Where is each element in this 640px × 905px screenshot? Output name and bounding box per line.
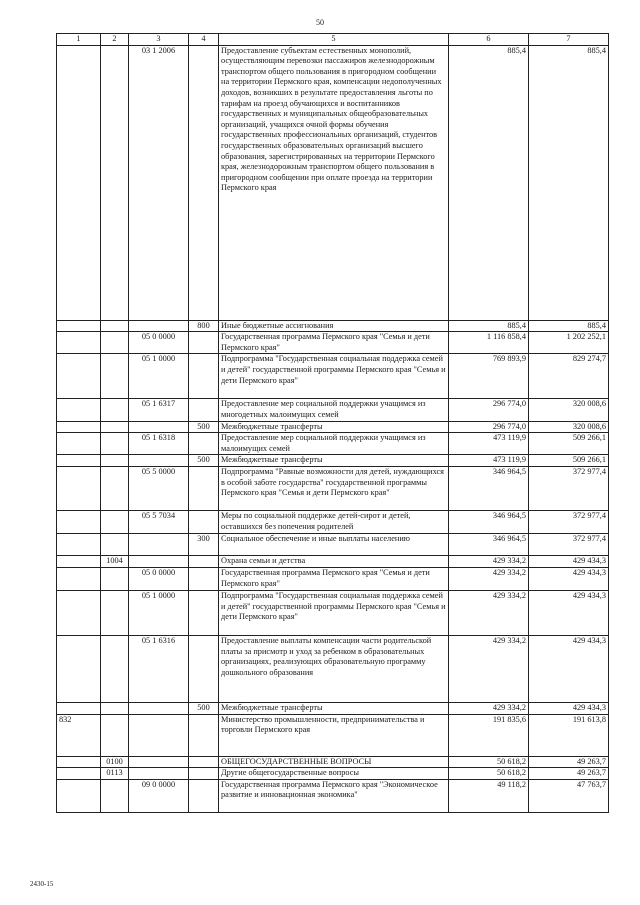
amount-year-1: 769 893,9 (449, 354, 529, 399)
target-article-code (129, 756, 189, 768)
amount-year-1: 1 116 858,4 (449, 332, 529, 354)
amount-year-1: 346 964,5 (449, 533, 529, 555)
target-article-code (129, 320, 189, 332)
table-row (57, 590, 609, 635)
amount-year-2: 1 202 252,1 (529, 332, 609, 354)
table-row (57, 320, 609, 332)
section-code (101, 354, 129, 399)
ministry-code (57, 421, 101, 433)
amount-year-1: 296 774,0 (449, 421, 529, 433)
amount-year-2: 429 434,3 (529, 567, 609, 590)
amount-year-2: 372 977,4 (529, 466, 609, 510)
table-row (57, 555, 609, 567)
amount-year-2: 429 434,3 (529, 702, 609, 714)
expense-type-code (189, 590, 219, 635)
page-number: 50 (316, 18, 324, 27)
target-article-code: 05 1 6317 (129, 399, 189, 421)
column-header-3: 3 (129, 34, 189, 46)
section-code: 0113 (101, 768, 129, 780)
target-article-code: 03 1 2006 (129, 45, 189, 320)
target-article-code: 05 5 0000 (129, 466, 189, 510)
section-code (101, 590, 129, 635)
table-row (57, 354, 609, 399)
item-description: Предоставление субъектам естественных монополий, осуществляющим перевозки пассажиров железнодорожным транспортом общего пользования в пригородном сообщении на территории Пермского края, компенсации недополученных доходов, возникших в результате предоставления льготы по тарифам на проезд обучающихся и воспитанников государственных и муниципальных общеобразовательных организаций, учащихся очной формы обучения государственных профессиональных организаций, студентов государственных образовательных организаций высшего образования, зарегистрированных на территории Пермского края, железнодорожным транспортом общего пользования в пригородном сообщении при оплате проезда на территории Пермского края (219, 45, 449, 320)
item-description: Подпрограмма "Государственная социальная поддержка семей и детей" государственной программы Пермского края "Семья и дети Пермского края" (219, 354, 449, 399)
column-header-7: 7 (529, 34, 609, 46)
amount-year-2: 429 434,3 (529, 635, 609, 702)
item-description: Министерство промышленности, предпринимательства и торговли Пермского края (219, 714, 449, 756)
section-code (101, 320, 129, 332)
expense-type-code: 500 (189, 702, 219, 714)
ministry-code (57, 533, 101, 555)
amount-year-2: 372 977,4 (529, 533, 609, 555)
amount-year-2: 509 266,1 (529, 455, 609, 467)
section-code (101, 779, 129, 812)
ministry-code: 832 (57, 714, 101, 756)
amount-year-2: 191 613,8 (529, 714, 609, 756)
target-article-code (129, 555, 189, 567)
document-code: 2430-15 (30, 880, 54, 888)
amount-year-2: 372 977,4 (529, 510, 609, 533)
amount-year-2: 47 763,7 (529, 779, 609, 812)
expense-type-code (189, 399, 219, 421)
amount-year-2: 320 008,6 (529, 399, 609, 421)
item-description: Межбюджетные трансферты (219, 702, 449, 714)
expense-type-code (189, 510, 219, 533)
item-description: Предоставление мер социальной поддержки учащимся из многодетных малоимущих семей (219, 399, 449, 421)
table-row (57, 533, 609, 555)
table-row (57, 510, 609, 533)
section-code: 0100 (101, 756, 129, 768)
item-description: Подпрограмма "Государственная социальная поддержка семей и детей" государственной программы Пермского края "Семья и дети Пермского края" (219, 590, 449, 635)
expense-type-code (189, 756, 219, 768)
amount-year-2: 829 274,7 (529, 354, 609, 399)
section-code (101, 466, 129, 510)
amount-year-1: 49 118,2 (449, 779, 529, 812)
amount-year-1: 429 334,2 (449, 702, 529, 714)
ministry-code (57, 756, 101, 768)
section-code (101, 714, 129, 756)
amount-year-1: 885,4 (449, 45, 529, 320)
amount-year-2: 49 263,7 (529, 768, 609, 780)
item-description: Межбюджетные трансферты (219, 455, 449, 467)
ministry-code (57, 590, 101, 635)
table-row (57, 702, 609, 714)
ministry-code (57, 320, 101, 332)
column-header-6: 6 (449, 34, 529, 46)
amount-year-2: 49 263,7 (529, 756, 609, 768)
table-row (57, 399, 609, 421)
item-description: Другие общегосударственные вопросы (219, 768, 449, 780)
ministry-code (57, 702, 101, 714)
column-header-2: 2 (101, 34, 129, 46)
ministry-code (57, 45, 101, 320)
expense-type-code (189, 635, 219, 702)
section-code (101, 433, 129, 455)
expense-type-code (189, 354, 219, 399)
table-row (57, 756, 609, 768)
amount-year-1: 429 334,2 (449, 590, 529, 635)
item-description: Иные бюджетные ассигнования (219, 320, 449, 332)
ministry-code (57, 332, 101, 354)
item-description: Меры по социальной поддержке детей-сирот и детей, оставшихся без попечения родителей (219, 510, 449, 533)
column-header-4: 4 (189, 34, 219, 46)
item-description: ОБЩЕГОСУДАРСТВЕННЫЕ ВОПРОСЫ (219, 756, 449, 768)
target-article-code: 05 0 0000 (129, 332, 189, 354)
section-code (101, 635, 129, 702)
amount-year-2: 509 266,1 (529, 433, 609, 455)
amount-year-1: 429 334,2 (449, 567, 529, 590)
amount-year-2: 429 434,3 (529, 590, 609, 635)
target-article-code: 05 5 7034 (129, 510, 189, 533)
item-description: Предоставление мер социальной поддержки учащимся из малоимущих семей (219, 433, 449, 455)
target-article-code: 05 1 0000 (129, 590, 189, 635)
amount-year-1: 191 835,6 (449, 714, 529, 756)
target-article-code (129, 768, 189, 780)
expense-type-code (189, 332, 219, 354)
expense-type-code (189, 433, 219, 455)
amount-year-1: 296 774,0 (449, 399, 529, 421)
table-row (57, 421, 609, 433)
target-article-code (129, 533, 189, 555)
amount-year-1: 50 618,2 (449, 756, 529, 768)
item-description: Предоставление выплаты компенсации части родительской платы за присмотр и уход за ребенком в образовательных организациях, реализующих образовательную программу дошкольного образования (219, 635, 449, 702)
amount-year-2: 885,4 (529, 320, 609, 332)
column-header-1: 1 (57, 34, 101, 46)
item-description: Межбюджетные трансферты (219, 421, 449, 433)
expense-type-code: 500 (189, 421, 219, 433)
ministry-code (57, 433, 101, 455)
table-row (57, 433, 609, 455)
target-article-code (129, 455, 189, 467)
ministry-code (57, 567, 101, 590)
amount-year-1: 429 334,2 (449, 555, 529, 567)
section-code: 1004 (101, 555, 129, 567)
target-article-code: 05 1 6316 (129, 635, 189, 702)
table-row (57, 466, 609, 510)
item-description: Государственная программа Пермского края "Семья и дети Пермского края" (219, 567, 449, 590)
amount-year-1: 346 964,5 (449, 510, 529, 533)
section-code (101, 702, 129, 714)
section-code (101, 45, 129, 320)
expense-type-code (189, 779, 219, 812)
table-row (57, 714, 609, 756)
column-header-row (57, 34, 609, 46)
section-code (101, 510, 129, 533)
amount-year-1: 473 119,9 (449, 455, 529, 467)
expense-type-code (189, 555, 219, 567)
section-code (101, 399, 129, 421)
table-row (57, 567, 609, 590)
ministry-code (57, 635, 101, 702)
item-description: Государственная программа Пермского края "Семья и дети Пермского края" (219, 332, 449, 354)
table-row (57, 455, 609, 467)
amount-year-2: 320 008,6 (529, 421, 609, 433)
target-article-code: 05 1 6318 (129, 433, 189, 455)
expense-type-code: 300 (189, 533, 219, 555)
target-article-code (129, 714, 189, 756)
section-code (101, 533, 129, 555)
amount-year-1: 50 618,2 (449, 768, 529, 780)
item-description: Подпрограмма "Равные возможности для детей, нуждающихся в особой заботе государства" государственной программы Пермского края "Семья и дети Пермского края" (219, 466, 449, 510)
target-article-code: 05 1 0000 (129, 354, 189, 399)
table-row (57, 768, 609, 780)
expense-type-code: 800 (189, 320, 219, 332)
column-header-5: 5 (219, 34, 449, 46)
expense-type-code (189, 768, 219, 780)
ministry-code (57, 455, 101, 467)
table-row (57, 635, 609, 702)
table-row (57, 779, 609, 812)
amount-year-2: 429 434,3 (529, 555, 609, 567)
expense-type-code (189, 45, 219, 320)
ministry-code (57, 399, 101, 421)
item-description: Охрана семьи и детства (219, 555, 449, 567)
target-article-code (129, 421, 189, 433)
table-row (57, 332, 609, 354)
amount-year-1: 346 964,5 (449, 466, 529, 510)
amount-year-1: 885,4 (449, 320, 529, 332)
ministry-code (57, 510, 101, 533)
ministry-code (57, 555, 101, 567)
item-description: Государственная программа Пермского края "Экономическое развитие и инновационная экономика" (219, 779, 449, 812)
section-code (101, 567, 129, 590)
ministry-code (57, 466, 101, 510)
target-article-code: 09 0 0000 (129, 779, 189, 812)
ministry-code (57, 768, 101, 780)
amount-year-1: 473 119,9 (449, 433, 529, 455)
ministry-code (57, 779, 101, 812)
target-article-code (129, 702, 189, 714)
amount-year-2: 885,4 (529, 45, 609, 320)
section-code (101, 421, 129, 433)
section-code (101, 455, 129, 467)
section-code (101, 332, 129, 354)
table-row (57, 45, 609, 320)
expense-type-code: 500 (189, 455, 219, 467)
budget-table (56, 33, 609, 813)
expense-type-code (189, 567, 219, 590)
expense-type-code (189, 714, 219, 756)
item-description: Социальное обеспечение и иные выплаты населению (219, 533, 449, 555)
amount-year-1: 429 334,2 (449, 635, 529, 702)
expense-type-code (189, 466, 219, 510)
target-article-code: 05 0 0000 (129, 567, 189, 590)
ministry-code (57, 354, 101, 399)
